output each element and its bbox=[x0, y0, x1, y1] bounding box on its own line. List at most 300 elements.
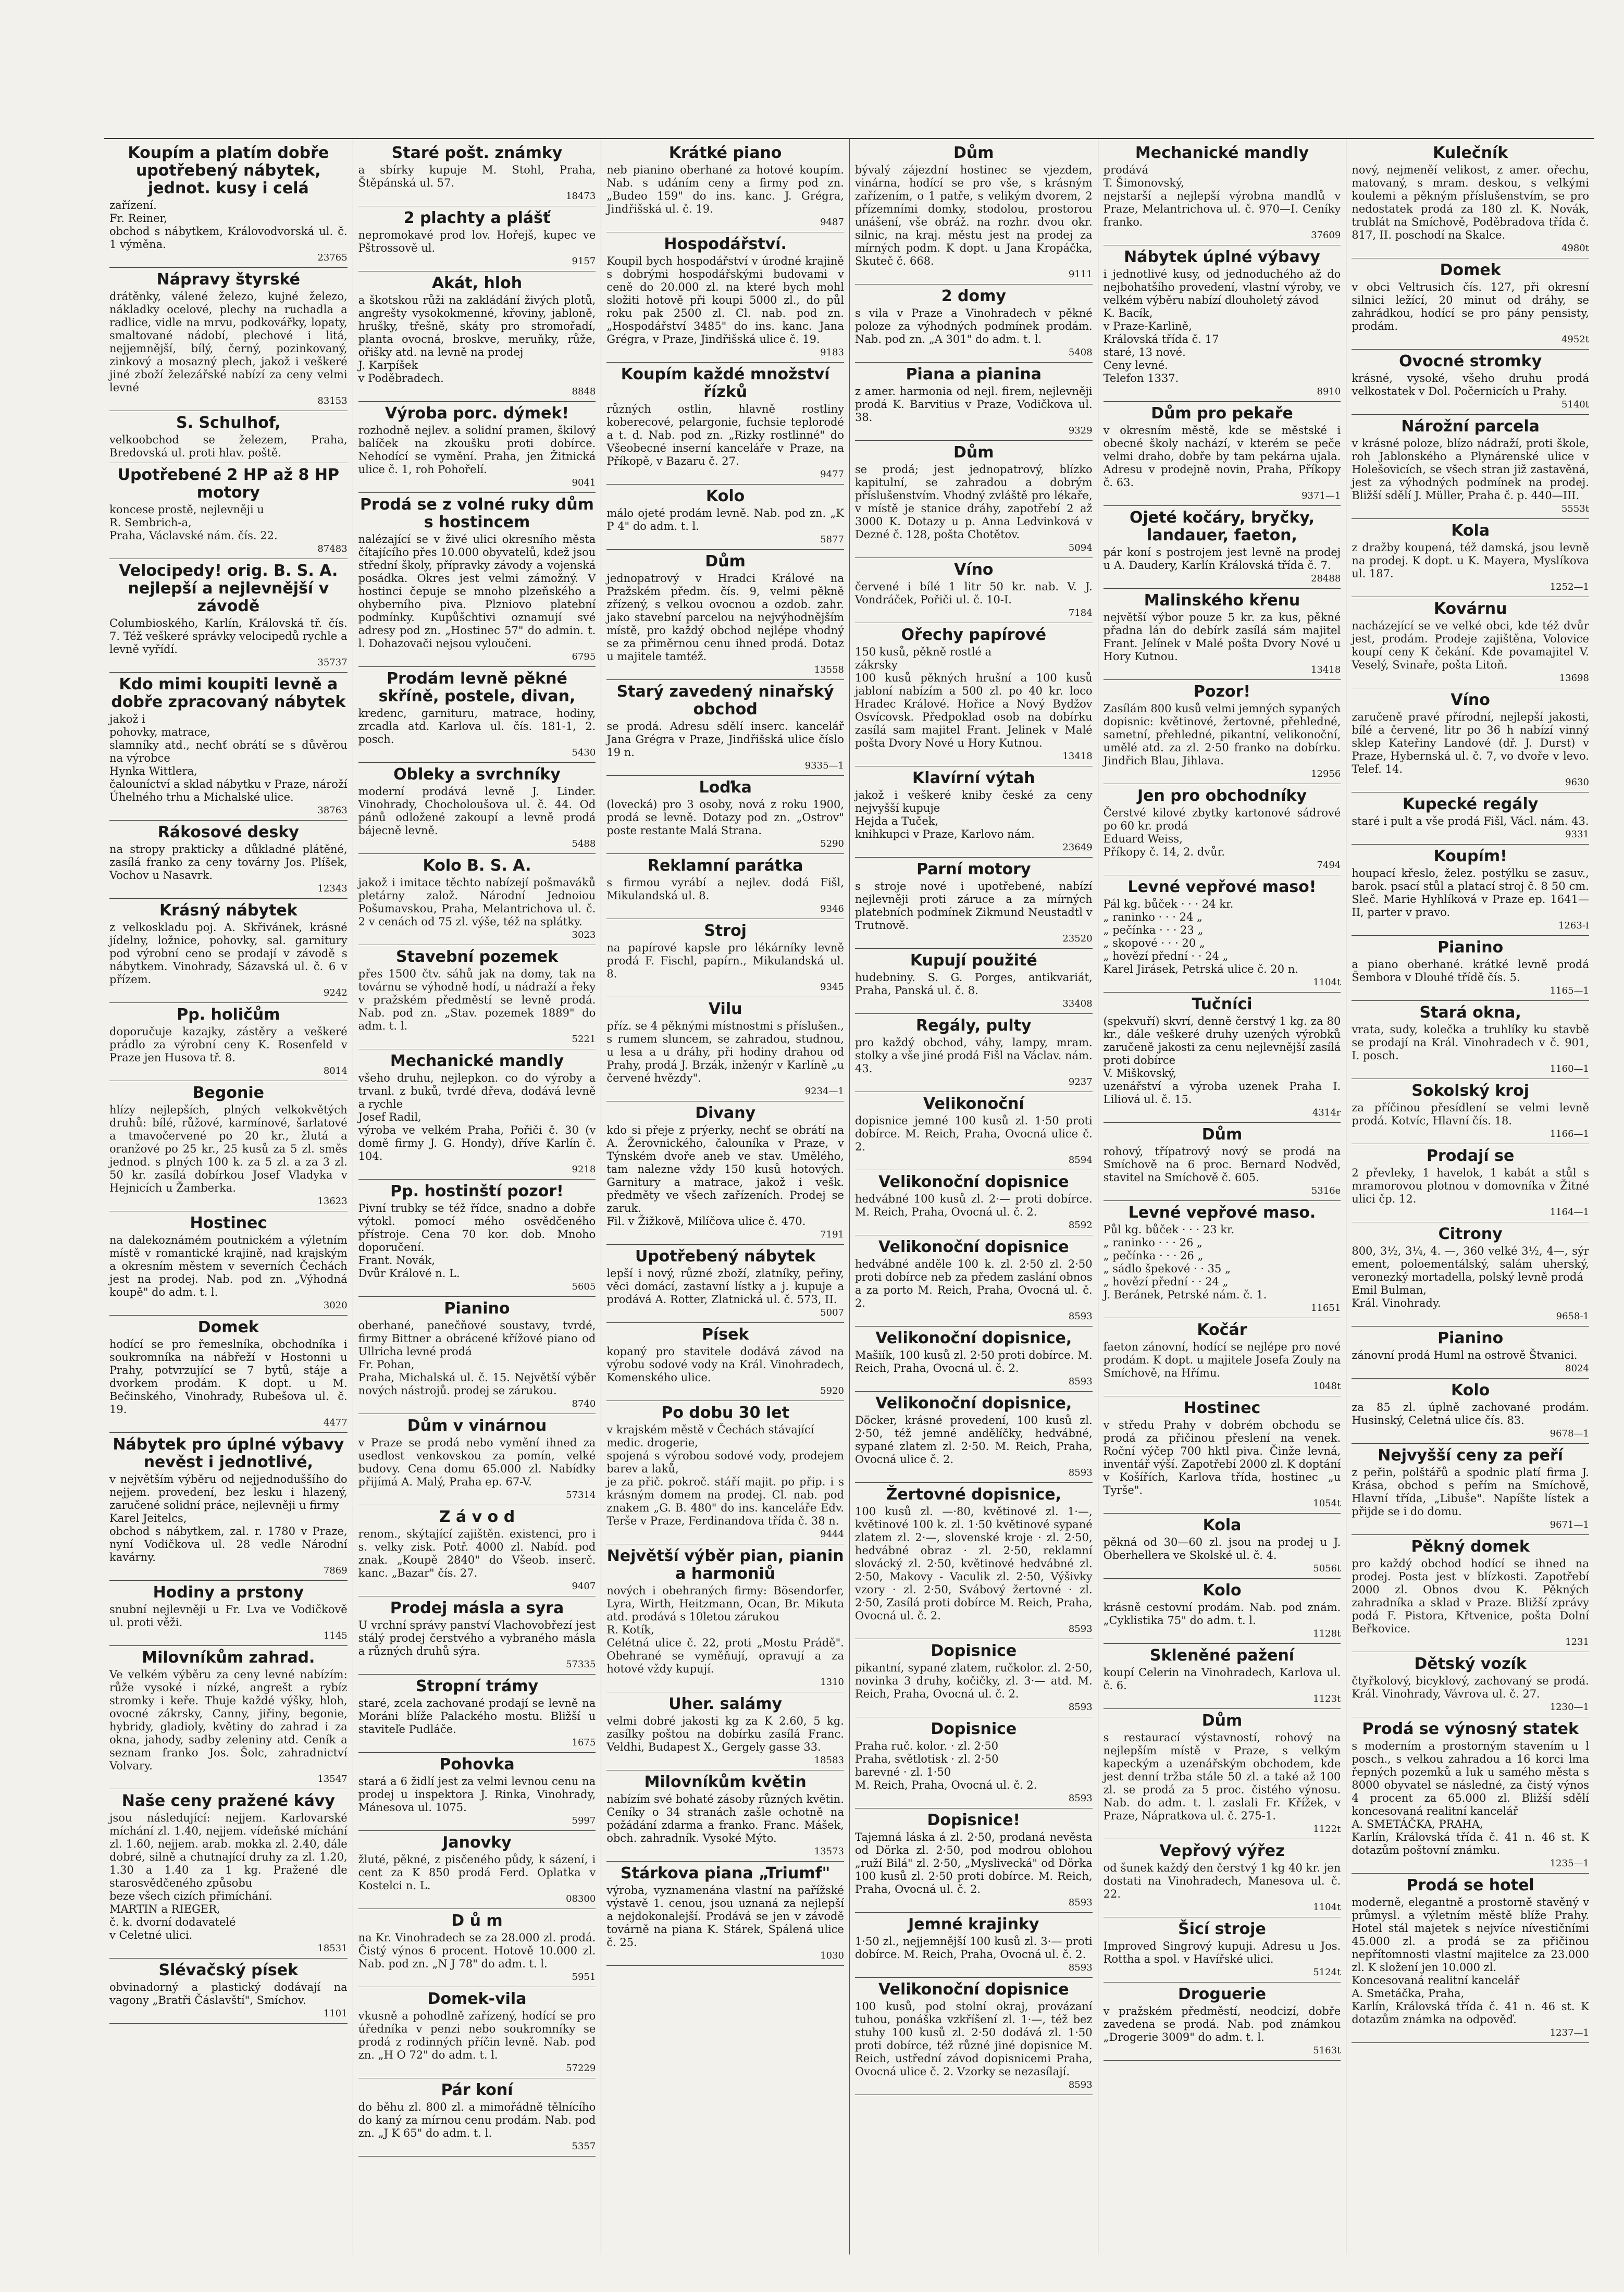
ad-headline: Kočár bbox=[1197, 1321, 1247, 1339]
ad-headline: Kupují použité bbox=[910, 951, 1037, 970]
ad-number: 1048t bbox=[1313, 1381, 1341, 1392]
ad-body: prodává T. Šimonovský, nejstarší a nejlepší výrobna mandlů v Praze, Melantrichova ul. č. 970—I. Ceníky franko. bbox=[1103, 164, 1341, 228]
classified-ad bbox=[1104, 402, 1341, 506]
classified-ad bbox=[606, 1692, 844, 1770]
ad-body: neb pianino oberhané za hotové koupím. Nab. s udáním ceny a firmy pod zn. „Budeo 159" do ins. kanc. J. Grégra, Jindřišská ul. č. 19. bbox=[606, 164, 844, 215]
ad-headline: Dům bbox=[1201, 1712, 1243, 1730]
classified-ad bbox=[1352, 1222, 1589, 1327]
ad-headline: Droguerie bbox=[1178, 1985, 1266, 2003]
classified-ad bbox=[109, 411, 348, 463]
ad-headline: Janovky bbox=[442, 1833, 512, 1852]
ad-headline: Uher. salámy bbox=[668, 1695, 783, 1713]
ad-headline: Nábytek úplné výbavy bbox=[1124, 248, 1320, 266]
ad-headline: Dopisnice! bbox=[927, 1811, 1021, 1829]
classified-ad bbox=[1104, 1709, 1341, 1839]
ad-headline: Divany bbox=[695, 1104, 756, 1122]
classified-ad bbox=[606, 1862, 844, 1966]
classified-ad bbox=[1352, 688, 1589, 792]
ad-number: 9237 bbox=[1068, 1076, 1093, 1087]
ad-body: 2 převleky, 1 havelok, 1 kabát a stůl s mramorovou plotnou v domovníka v Žitné ulici čp. 12. bbox=[1352, 1167, 1589, 1205]
ad-headline: Krátké piano bbox=[668, 144, 782, 162]
ad-headline: Staré pošt. známky bbox=[391, 144, 563, 162]
ad-headline: Nápravy štyrské bbox=[156, 270, 300, 289]
classified-ad bbox=[606, 776, 844, 854]
ad-number: 5140t bbox=[1561, 399, 1589, 410]
ad-number: 13418 bbox=[1311, 664, 1341, 675]
ad-headline: Dětský vozík bbox=[1414, 1655, 1527, 1673]
classified-ad bbox=[606, 485, 844, 550]
ad-number: 9335—1 bbox=[804, 760, 844, 771]
ad-headline: Citrony bbox=[1438, 1225, 1503, 1243]
ad-body: Döcker, krásné provedení, 100 kusů zl. 2·50, též jemné andělíčky, hedvábné, sypané zlatem zl. 2·50. M. Reich, Praha, Ovocná ulice č. 2. bbox=[854, 1414, 1093, 1466]
ad-headline: D ů m bbox=[451, 1912, 503, 1930]
ad-body: nalézající se v živé ulici okresního města čítajícího přes 10.000 obyvatelů, kdež jsou střední školy, přípravky závody a vojenská posádka. Okres jest velmi zámožný. V hostinci čepuje se mnoho plzeňského a ohyberního piva. Plzniovo platební podmínky. Kupůšchtivi oznamují své adresy pod zn. „Hostinec 57" do admin. t. l. Dohazovači nejsou vyloučeni. bbox=[358, 533, 596, 650]
ad-body: Columbioského, Karlín, Královská tř. čís. 7. Též veškeré správky velocipedů rychle a levně vyřídí. bbox=[109, 617, 348, 655]
ad-headline: Víno bbox=[1451, 691, 1490, 709]
ad-headline: Prodej másla a syra bbox=[390, 1599, 564, 1617]
ad-headline: Písek bbox=[701, 1325, 749, 1344]
ad-body: snubní nejlevněji u Fr. Lva ve Vodičkově ul. proti věži. bbox=[109, 1603, 348, 1629]
classified-ad bbox=[1104, 1917, 1341, 1983]
classified-ad bbox=[358, 1049, 596, 1180]
classified-ad bbox=[109, 559, 348, 673]
ad-headline: Milovníkům květin bbox=[644, 1773, 807, 1791]
ad-number: 08300 bbox=[566, 1893, 596, 1904]
ad-number: 18583 bbox=[814, 1755, 844, 1766]
ad-headline: Pp. hostinští pozor! bbox=[390, 1182, 564, 1200]
classified-ad bbox=[358, 1180, 596, 1297]
classified-ad bbox=[1352, 1717, 1589, 1874]
classified-ad bbox=[1352, 1144, 1589, 1222]
ad-number: 1237—1 bbox=[1549, 2027, 1589, 2038]
ad-column bbox=[1098, 139, 1346, 2254]
classified-ad bbox=[855, 1639, 1093, 1717]
classified-ad bbox=[109, 141, 348, 268]
ad-headline: Vilu bbox=[708, 1000, 742, 1018]
classified-ad bbox=[109, 1646, 348, 1789]
classified-ad bbox=[109, 1959, 348, 2024]
ad-headline: Výroba porc. dýmek! bbox=[385, 404, 569, 423]
ad-headline: Obleky a svrchníky bbox=[393, 765, 561, 784]
classified-ad bbox=[1104, 1318, 1341, 1396]
ad-headline: Koupím každé množství řízků bbox=[621, 365, 830, 401]
ad-headline: Mechanické mandly bbox=[1135, 144, 1309, 162]
ad-headline: Koupím a platím dobře upotřebený nábytek, jednot. kusy i celá bbox=[128, 144, 329, 197]
classified-ad bbox=[358, 854, 596, 945]
ad-body: Tajemná láska á zl. 2·50, prodaná nevěsta od Dörka zl. 2·50, pod modrou oblohou „ruží Bilá" zl. 2·50, „Myslivecká" od Dörka 100 kusů zl. 2·50 proti dobírce. M. Reich, Praha, Ovocná ul. č. 2. bbox=[854, 1831, 1093, 1895]
classified-ad bbox=[855, 1170, 1093, 1235]
ad-body: jakož i imitace těchto nabízejí pošmaváků pletárny založ. Národní Jednoiou Pošumavskou, Praha, Melantrichova ul. č. 2 v cenách od 75 zl. výše, též na splátky. bbox=[358, 876, 596, 928]
classified-ad bbox=[358, 945, 596, 1049]
classified-ad bbox=[855, 1235, 1093, 1327]
ad-body: (spekvuří) skvrí, denně čerstvý 1 kg. za 80 kr., dále veškeré druhy uzených výrobků zaručeně jakosti za cenu nejlevnější zasílá proti dobírce V. Miškovský, uzenářství a výroba uzenek Praha I. Liliová ul. č. 15. bbox=[1103, 1015, 1341, 1106]
ad-body: v krajském městě v Čechách stávající medic. drogerie, spojená s výrobou sodové vody, prodejem barev a laků, je za přič. pokroč. stáří majit. po přip. i s krásným domem na prodej. Cl. nab. pod znakem „G. B. 480" do ins. kanceláře Edv. Terše v Praze, Ferdinandova třída č. 38 n. bbox=[606, 1423, 844, 1527]
classified-ad bbox=[358, 1987, 596, 2078]
ad-body: pikantní, sypané zlatem, ručkolor. zl. 2·50, novinka 3 druhy, kočičky, zl. 3·— atd. M. Reich, Praha, Ovocná ul. č. 2. bbox=[854, 1662, 1093, 1700]
ad-headline: Ojeté kočáry, bryčky, landauer, faeton, bbox=[1129, 509, 1315, 544]
ad-body: z amer. harmonia od nejl. firem, nejlevněji prodá K. Barvitius v Praze, Vodičkova ul. 38. bbox=[854, 385, 1093, 424]
classified-ad bbox=[358, 1909, 596, 1987]
ad-number: 5094 bbox=[1068, 542, 1093, 553]
ad-column bbox=[1346, 139, 1594, 2254]
ad-body: v krásné poloze, blízo nádraží, proti škole, roh Jablonského a Plynárenské ulice v Holešovicích, se všech stran již zastavěná, jest za výhodných podmínek na prodej. Bližší sdělí J. Müller, Praha č. p. 440—III. bbox=[1352, 437, 1589, 502]
classified-ad bbox=[1352, 1874, 1589, 2043]
ad-headline: Kolo bbox=[706, 487, 745, 505]
ad-headline: Kola bbox=[1451, 522, 1490, 540]
ad-number: 4477 bbox=[323, 1417, 348, 1428]
ad-number: 37609 bbox=[1311, 230, 1341, 241]
newspaper-ad-page bbox=[104, 138, 1594, 2254]
classified-ad bbox=[606, 1770, 844, 1862]
ad-number: 5316e bbox=[1311, 1185, 1341, 1196]
ad-number: 87483 bbox=[317, 543, 348, 554]
classified-ad bbox=[1352, 1379, 1589, 1444]
ad-number: 4314r bbox=[1312, 1107, 1341, 1118]
ad-number: 1030 bbox=[820, 1950, 844, 1961]
ad-body: rohový, třípatrový nový se prodá na Smíchově na 6 proc. Bernard Nodvěd, stavitel na Smíchově č. 605. bbox=[1103, 1145, 1341, 1184]
ad-headline: 2 plachty a plášť bbox=[403, 209, 551, 227]
ad-headline: Nejvyšší ceny za peří bbox=[1378, 1446, 1564, 1465]
ad-number: 4952t bbox=[1561, 334, 1589, 345]
classified-ad bbox=[1352, 1652, 1589, 1717]
classified-ad bbox=[606, 854, 844, 919]
ad-headline: Kdo mimi koupiti levně a dobře zpracovaný nábytek bbox=[111, 675, 346, 711]
ad-headline: Velikonoční dopisnice, bbox=[875, 1394, 1072, 1413]
ad-body: Improved Singrový kupuji. Adresu u Jos. Rottha a spol. v Havířské ulici. bbox=[1103, 1940, 1341, 1965]
ad-body: obvinadorný a plastický dodávají na vagony „Bratři Čáslavští", Smíchov. bbox=[109, 1981, 348, 2006]
ad-number: 13558 bbox=[814, 664, 844, 675]
classified-ad bbox=[855, 1717, 1093, 1808]
ad-number: 12343 bbox=[317, 883, 348, 894]
ad-headline: Skleněné pažení bbox=[1149, 1646, 1295, 1665]
ad-number: 8594 bbox=[1068, 1155, 1093, 1166]
ad-number: 9218 bbox=[572, 1164, 596, 1175]
classified-ad bbox=[358, 271, 596, 402]
ad-body: Pál kg. bůček · · · 24 kr. „ raninko · · · 24 „ „ pečínka · · · 23 „ „ skopové · · · 20 „ „ hovězí přední · · 24 „ Karel Jirásek, Petrská ulice č. 20 n. bbox=[1103, 898, 1299, 975]
classified-ad bbox=[1352, 350, 1589, 415]
ad-body: nepromokavé prod lov. Hořejš, kupec ve Pštrossově ul. bbox=[358, 229, 596, 254]
ad-headline: Pianino bbox=[1437, 1329, 1504, 1347]
ad-headline: Jemné krajinky bbox=[908, 1915, 1039, 1934]
ad-body: vkusně a pohodlně zařízený, hodící se pro úředníka v penzi nebo soukromníky se prodá z rodinných příčin levně. Nab. pod zn. „H O 72" do adm. t. l. bbox=[358, 2010, 596, 2061]
ad-number: 1165—1 bbox=[1549, 985, 1589, 996]
classified-ad bbox=[855, 1483, 1093, 1639]
classified-ad bbox=[855, 766, 1093, 858]
ad-body: a škotskou růži na zakládání živých plotů, angrešty vysokokmenné, křoviny, jabloně, hrušky, třešně, skáty pro stromořadí, planta ovocná, broskve, meruňky, růže, ořišky atd. na levně na prodej J. Karpíšek v Poděbradech. bbox=[358, 294, 596, 385]
ad-number: 6795 bbox=[572, 651, 596, 662]
ad-body: nabízím své bohaté zásoby různých květin. Ceníky o 34 stranách zašle ochotně na požádání zdarma a franko. Franc. Mášek, obch. zahradník. Vysoké Mýto. bbox=[606, 1793, 844, 1844]
classified-ad bbox=[606, 1245, 844, 1323]
ad-number: 5163t bbox=[1313, 2045, 1341, 2056]
classified-ad bbox=[855, 1808, 1093, 1913]
ad-number: 1235—1 bbox=[1549, 1858, 1589, 1869]
ad-number: 9183 bbox=[820, 347, 844, 358]
ad-body: velkoobchod se železem, Praha, Bredovská ul. proti hlav. poště. bbox=[109, 433, 348, 459]
ad-body: Čerstvé kilové zbytky kartonové sádrové po 60 kr. prodá Eduard Weiss, Příkopy č. 14, 2. dvůr. bbox=[1103, 807, 1341, 858]
classified-ad bbox=[358, 763, 596, 854]
ad-headline: Naše ceny pražené kávy bbox=[121, 1792, 335, 1810]
ad-number: 8593 bbox=[1068, 2079, 1093, 2090]
ad-headline: Šicí stroje bbox=[1178, 1920, 1266, 1938]
ad-headline: Rákosové desky bbox=[157, 823, 299, 841]
ad-number: 9331 bbox=[1565, 829, 1589, 840]
ad-number: 7869 bbox=[323, 1565, 348, 1576]
ad-headline: Upotřebené 2 HP až 8 HP motory bbox=[117, 466, 339, 502]
ad-body: pěkná od 30—60 zl. jsou na prodej u J. Oberhellera ve Skolské ul. č. 4. bbox=[1103, 1536, 1341, 1562]
classified-ad bbox=[606, 997, 844, 1101]
classified-ad bbox=[606, 919, 844, 997]
classified-ad bbox=[606, 363, 844, 485]
ad-number: 1054t bbox=[1313, 1498, 1341, 1509]
ad-number: 5605 bbox=[572, 1281, 596, 1292]
ad-number: 9671—1 bbox=[1549, 1519, 1589, 1530]
ad-headline: Prodá se z volné ruky dům s hostincem bbox=[360, 495, 594, 531]
ad-body: renom., skýtající zajištěn. existenci, pro i s. velky zisk. Potř. 4000 zl. Nabíd. pod znak. „Koupě 2840" do Všeob. inserč. kanc. „Bazar" čís. 27. bbox=[358, 1528, 596, 1579]
ad-headline: Z á v o d bbox=[439, 1508, 515, 1526]
ad-body: hlízy nejlepších, plných velkokvětých druhů: bílé, růžové, karmínové, šarlatové a tmavočervené po 20 kr., žlutá a oranžové po 25 kr., 25 kusů za 5 zl. směs jednod. s plných 100 k. za 5 zl. a za 3 zl. 50 kr. zasílá dobírkou Josef Vladyka v Hejnicích u Žamberka. bbox=[109, 1104, 348, 1194]
classified-ad bbox=[1104, 1201, 1341, 1318]
ad-headline: Regály, pulty bbox=[916, 1017, 1032, 1035]
classified-ad bbox=[1104, 589, 1341, 680]
ad-number: 57335 bbox=[566, 1659, 596, 1670]
classified-ad bbox=[1104, 1983, 1341, 2061]
ad-body: lepší i nový, různé zboží, zlatníky, peřiny, věci domácí, zastavní lístky a j. kupuje a prodává A. Rotter, Zlatnická ul. č. 573, II. bbox=[606, 1267, 844, 1306]
ad-headline: Akát, hloh bbox=[431, 274, 523, 292]
ad-headline: 2 domy bbox=[941, 287, 1006, 305]
ad-body: staré, zcela zachované prodají se levně na Moráni blíže Palackého mostu. Bližší u staviteľe Pudláče. bbox=[358, 1697, 596, 1736]
ad-body: s restaurací výstavností, rohový na nejlepším místě v Praze, s velkým kapeckým a uzenářským obchodem, kde jest denní tržba stále 50 zl. a také až 100 zl. se prodá za 5 proc. čistého výnosu. Nab. do adm. t. l. zaslali Fr. Křížek, v Praze, Nápratkova ul. č. 275-1. bbox=[1103, 1731, 1341, 1822]
ad-number: 13418 bbox=[1062, 751, 1093, 762]
ad-number: 11651 bbox=[1311, 1303, 1341, 1314]
ad-body: jednopatrový v Hradci Králové na Pražském předm. čís. 9, velmi pěkně zřízený, s velkou ovocnou a ozdob. zahr. jako stavební parcelou na nejvýhodnějším místě, pro každý obchod nejlépe vhodný se za přiměrnou cenu ihned prodá. Dotaz u majitele tamtéž. bbox=[606, 572, 844, 663]
ad-headline: Levné vepřové maso! bbox=[1127, 878, 1317, 896]
classified-ad bbox=[358, 206, 596, 271]
ad-number: 28488 bbox=[1311, 573, 1341, 584]
ad-body: v okresním městě, kde se městské i obecné školy nachází, v kterém se peče velmi draho, dobře by tam pekárna ujala. Adresu v prodejně novin, Praha, Příkopy č. 63. bbox=[1103, 424, 1341, 489]
ad-body: Ve velkém výběru za ceny levné nabízím: růže vysoké i nízké, angrešt a rybíz stromky i keře. Thuje každé výšky, hloh, ovocné zákrsky, Canny, jiřiny, begonie, hybridy, gladioly, květiny do zahrad i za okna, jahody, sadby zeleniny atd. Ceník a seznam franko Jos. Šolc, zahradnictví Volvary. bbox=[109, 1668, 348, 1772]
classified-ad bbox=[855, 1913, 1093, 1978]
ad-body: čtyřkolový, bicyklový, zachovaný se prodá. Král. Vinohrady, Vávrova ul. č. 27. bbox=[1352, 1675, 1589, 1700]
classified-ad bbox=[606, 680, 844, 776]
ad-body: koncese prostě, nejlevněji u R. Sembrich-a, Praha, Václavské nám. čís. 22. bbox=[109, 503, 278, 542]
ad-body: na Kr. Vinohradech se za 28.000 zl. prodá. Čistý výnos 6 procent. Hotově 10.000 zl. Nab. pod zn. „N J 78" do adm. t. l. bbox=[358, 1931, 596, 1970]
ad-headline: Kovárnu bbox=[1433, 600, 1507, 618]
ad-number: 3023 bbox=[572, 930, 596, 940]
ad-body: v největším výběru od nejjednoduššího do nejjem. provedení, bez lesku i hlazený, zaručené solidní práce, nejlevněji u firmy Karel Jeitelcs, obchod s nábytkem, zal. r. 1780 v Praze, nyní Vodičkova ul. 28 vedle Národní kavárny. bbox=[109, 1473, 348, 1564]
ad-number: 9329 bbox=[1068, 425, 1093, 436]
ad-body: rozhodně nejlev. a solidní pramen, škilový balíček na zkoušku proti dobírce. Nehodící se vymění. Praha, jen Žitnická ulice č. 1, roh Pohořelí. bbox=[358, 424, 596, 476]
ad-number: 13623 bbox=[317, 1196, 348, 1207]
ad-headline: Velikonoční bbox=[923, 1095, 1024, 1113]
ad-body: jakož i pohovky, matrace, slamníky atd., nechť obrátí se s důvěrou na výrobce Hynka Wittlera, čalouníctví a sklad nábytku v Praze, nároží Úhelného trhu a Michalské ulice. bbox=[109, 713, 348, 803]
ad-headline: Dopisnice bbox=[931, 1720, 1017, 1738]
classified-ad bbox=[358, 1596, 596, 1675]
ad-headline: Stárkova piana „Triumf" bbox=[621, 1864, 830, 1882]
ad-number: 9346 bbox=[820, 903, 844, 914]
ad-headline: Velikonoční dopisnice, bbox=[875, 1329, 1072, 1347]
ad-number: 5124t bbox=[1313, 1967, 1341, 1978]
classified-ad bbox=[358, 667, 596, 763]
ad-number: 4980t bbox=[1561, 243, 1589, 254]
ad-body: krásně cestovní prodám. Nab. pod znám. „Cyklistika 75" do adm. t. l. bbox=[1103, 1601, 1341, 1627]
ad-body: v pražském předměstí, neodcizí, dobře zavedena se prodá. Nab. pod známkou „Drogerie 3009" do adm. t. l. bbox=[1103, 2005, 1341, 2043]
classified-ad bbox=[606, 232, 844, 363]
ad-headline: Domek bbox=[1440, 261, 1501, 279]
ad-column bbox=[601, 139, 849, 2254]
classified-ad bbox=[109, 821, 348, 899]
classified-ad bbox=[855, 1392, 1093, 1483]
ad-body: bývalý zájezdní hostinec se vjezdem, vinárna, hodící se pro vše, s krásným zařízením, o 1 patře, s velikým dvorem, 2 přízemními domky, stodolou, prostorou unášení, vše obráž. na rozhr. dvou okr. silnic, na kraj. městu jest na prodej za mírných podm. K dopt. u Jana Kropáčka, Skuteč č. 668. bbox=[854, 164, 1093, 267]
ad-headline: Levné vepřové maso. bbox=[1128, 1204, 1316, 1222]
ad-headline: Prodají se bbox=[1426, 1147, 1515, 1165]
ad-body: na stropy prakticky a důkladné plátěné, zasílá franko za ceny továrny Jos. Plíšek, Vochov u Nasavrk. bbox=[109, 843, 348, 882]
classified-ad bbox=[1104, 680, 1341, 784]
ad-body: v obci Veltrusich čís. 127, při okresní silnici ležící, 20 minut od dráhy, se zahrádkou, hodící se pro pány pensisty, prodám. bbox=[1352, 281, 1589, 332]
ad-body: hedvábné anděle 100 k. zl. 2·50 zl. 2·50 proti dobírce neb za předem zaslání obnos a za porto M. Reich, Praha, Ovocná ul. č. 2. bbox=[854, 1258, 1093, 1309]
ad-body: krásné, vysoké, všeho druhu prodá velkostatek v Dol. Počernicích u Prahy. bbox=[1352, 372, 1589, 398]
classified-ad bbox=[855, 1978, 1093, 2095]
ad-headline: Ovocné stromky bbox=[1399, 352, 1542, 370]
ad-body: faeton zánovní, hodící se nejlépe pro nové prodám. K dopt. u majitele Josefa Zouly na Smíchově, na Hřímu. bbox=[1103, 1341, 1341, 1379]
ad-body: 100 kusů zl. —·80, květinové zl. 1·—, květinové 100 k. zl. 1·50 květinové sypané zlatem zl. 2·—, slovenské kroje · zl. 2·50, hedvábné obraz · zl. 2·50, reklamní slovácký zl. 2·50, květinové hedvábné zl. 2·50, Makovy - Vaculik zl. 2·50, Výšivky vzory · zl. 2·50, Svábový žertovné · zl. 2·50, Zasílá proti dobírce M. Reich, Praha, Ovocná ul. č. 2. bbox=[854, 1505, 1093, 1622]
ad-number: 8024 bbox=[1565, 1363, 1589, 1374]
ad-number: 8593 bbox=[1068, 1311, 1093, 1322]
ad-column bbox=[849, 139, 1098, 2254]
classified-ad bbox=[109, 1081, 348, 1211]
ad-body: do běhu zl. 800 zl. a mimořádně tělnícího do kaný za mírnou cenu prodám. Nab. pod zn. „J K 65" do adm. t. l. bbox=[358, 2101, 596, 2139]
ad-headline: Loďka bbox=[699, 778, 752, 797]
classified-ad bbox=[1352, 141, 1589, 258]
ad-number: 8848 bbox=[572, 386, 596, 397]
classified-ad bbox=[358, 402, 596, 493]
ad-number: 9242 bbox=[323, 987, 348, 998]
ad-headline: Dům bbox=[1201, 1125, 1243, 1144]
ad-body: zánovní prodá Huml na ostrově Štvanici. bbox=[1352, 1349, 1578, 1361]
ad-headline: Pozor! bbox=[1193, 683, 1251, 701]
ad-number: 1104t bbox=[1313, 977, 1341, 988]
ad-number: 9157 bbox=[572, 256, 596, 267]
ad-headline: Největší výběr pian, pianin a harmoniů bbox=[606, 1547, 844, 1583]
classified-ad bbox=[358, 1831, 596, 1909]
ad-headline: Pohovka bbox=[439, 1755, 515, 1774]
ad-number: 35737 bbox=[317, 657, 348, 668]
ad-body: U vrchní správy panství Vlachovobřezí jest stálý prodej čerstvého a vybraného másla a různých druhů sýra. bbox=[358, 1619, 596, 1657]
ad-body: z velkoskladu poj. A. Skřivánek, krásné jídelny, ložnice, pohovky, sal. garnitury pod výrobní ceno se prodají v závodě s nábytkem. Vinohrady, Sázavská ul. č. 6 v přízem. bbox=[109, 921, 348, 986]
ad-number: 5290 bbox=[820, 838, 844, 849]
ad-headline: Malinského křenu bbox=[1144, 591, 1300, 610]
ad-number: 5430 bbox=[572, 747, 596, 758]
ad-body: zařízení. Fr. Reiner, obchod s nábytkem, Královodvorská ul. č. 1 výměna. bbox=[109, 199, 348, 251]
classified-ad bbox=[109, 899, 348, 1003]
ad-body: s stroje nové i upotřebené, nabízí nejlevněji proti záruce a za mírných platebních podmínek Zikmund Neustadtl v Trutnově. bbox=[854, 880, 1093, 932]
ad-body: se prodá; jest jednopatrový, blízko kapitulní, se zahradou a dobrým příslušenstvím. Vhodný zvláště pro lékaře, v místě je stanice dráhy, zapotřebí 2 až 3000 K. Dotazy u p. Anna Ledvinková v Dezné č. 128, pošta Chotětov. bbox=[854, 463, 1093, 541]
ad-number: 9345 bbox=[820, 982, 844, 993]
ad-number: 1263-I bbox=[1558, 920, 1589, 931]
ad-number: 5951 bbox=[572, 1972, 596, 1983]
ad-body: doporučuje kazajky, zástěry a veškeré prádlo za výrobní ceny K. Rosenfeld v Praze jen Husova tř. 8. bbox=[109, 1025, 348, 1064]
ad-number: 7184 bbox=[1068, 608, 1093, 618]
ad-body: Koupil bych hospodářství v úrodné krajině s dobrými hospodářskými budovami v ceně do 20.000 zl. na které bych mohl složiti hotově při koupi 5000 zl., do půl roku pak 2500 zl. Cl. nab. pod zn. „Hospodářství 3485" do ins. kanc. Jana Grégra, v Praze, Jindřišská ulice č. 19. bbox=[606, 255, 844, 345]
ad-number: 9444 bbox=[820, 1529, 844, 1540]
classified-ad bbox=[358, 1297, 596, 1414]
ad-headline: Domek bbox=[197, 1318, 259, 1336]
ad-number: 1101 bbox=[323, 2008, 348, 2019]
ad-number: 23765 bbox=[317, 252, 348, 263]
classified-ad bbox=[109, 1211, 348, 1316]
ad-body: Praha ruč. kolor. · zl. 2·50 Praha, světlotisk · zl. 2·50 barevné · zl. 1·50 M. Reich, Praha, Ovocná ul. č. 2. bbox=[854, 1740, 1037, 1791]
ad-headline: Hospodářství. bbox=[664, 235, 787, 253]
ad-headline: Begonie bbox=[192, 1084, 264, 1102]
ad-number: 57314 bbox=[566, 1490, 596, 1501]
ad-number: 13573 bbox=[814, 1846, 844, 1857]
ad-body: Mašiík, 100 kusů zl. 2·50 proti dobírce. M. Reich, Praha, Ovocná ul. č. 2. bbox=[854, 1349, 1093, 1374]
ad-body: nových i obehraných firmy: Bösendorfer, Lyra, Wirth, Heitzmann, Ocan, Br. Mikuta atd. prodává s 10letou zárukou R. Kotík, Celétná ulice č. 22, proti „Mostu Prádě". Obehrané se vyměňují, opravují a za hotové vždy kupují. bbox=[606, 1584, 844, 1675]
classified-ad bbox=[1104, 141, 1341, 245]
ad-body: 150 kusů, pěkně rostlé a zákrsky 100 kusů pěkných hrušní a 100 kusů jabloní nabízím a 500 zl. po 40 kr. loco Hradec Králové. Hořice a Nový Bydžov Osvícovsk. Předpoklad osob na dobírku zasílá sam majitel Frant. Jelinek v Malé pošta Dvory Nové u Hory Kutnou. bbox=[854, 646, 1093, 749]
ad-headline: Velocipedy! orig. B. S. A. nejlepší a nejlevnější v závodě bbox=[119, 562, 338, 615]
ad-body: moderní prodává levně J. Linder. Vinohrady, Chocholoušova ul. č. 44. Od pánů odložené zakoupí a levně prodá bájecně levně. bbox=[358, 785, 596, 837]
classified-ad bbox=[1352, 1079, 1589, 1144]
ad-headline: Stroj bbox=[704, 922, 747, 940]
ad-body: pár koní s postrojem jest levně na prodej u A. Daudery, Karlín Královská třída č. 7. bbox=[1103, 546, 1341, 572]
ad-body: kopaný pro stavitele dodává závod na výrobu sodové vody na Král. Vinohradech, Komenského ulice. bbox=[606, 1345, 844, 1384]
ad-headline: Krásný nábytek bbox=[159, 901, 297, 920]
ad-number: 1166—1 bbox=[1549, 1129, 1589, 1139]
classified-ad bbox=[606, 1544, 844, 1692]
classified-ad bbox=[109, 1433, 348, 1581]
ad-body: a piano oberhané. krátké levně prodá Šembora v Dlouhé třídě čís. 5. bbox=[1352, 958, 1589, 984]
classified-ad bbox=[109, 1789, 348, 1959]
ad-number: 5007 bbox=[820, 1307, 844, 1318]
classified-ad bbox=[606, 1323, 844, 1401]
ad-body: nový, nejmeněí velikost, z amer. ořechu, matovaný, s mram. deskou, s velkými koulemi a pěkným příslušenstvím, se pro nedostatek prodá za 180 zl. K. Novák, trublát na Smíchově, Poděbradova třída č. 817, II. poschodí na Skalce. bbox=[1352, 164, 1589, 241]
ad-headline: Dům v vinárnou bbox=[407, 1417, 547, 1435]
ad-number: 1231 bbox=[1565, 1637, 1589, 1647]
ad-number: 9234—1 bbox=[804, 1086, 844, 1097]
ad-body: žluté, pěkné, z pisčeného půdy, k sázení, i cent za K 850 prodá Ferd. Oplatka v Kostelci n. L. bbox=[358, 1853, 596, 1892]
classified-ad bbox=[358, 2078, 596, 2157]
ad-headline: Slévačský písek bbox=[158, 1961, 299, 1979]
classified-ad bbox=[358, 1414, 596, 1505]
classified-ad bbox=[1352, 1001, 1589, 1079]
classified-ad bbox=[855, 141, 1093, 284]
ad-body: málo ojeté prodám levně. Nab. pod zn. „K P 4" do adm. t. l. bbox=[606, 507, 844, 532]
ad-body: v středu Prahy v dobrém obchodu se prodá za přičinou přeslení na venek. Roční výčep 700 hktl piva. Činže levná, inventář výší. Zapotřebí 2000 zl. K doptání v Košířích, Karlova třída, hostinec „u Tyrše". bbox=[1103, 1419, 1341, 1496]
ad-number: 23520 bbox=[1062, 933, 1093, 944]
ad-number: 5553t bbox=[1561, 503, 1589, 514]
ad-headline: Parní motory bbox=[916, 860, 1031, 878]
classified-ad bbox=[1352, 792, 1589, 845]
ad-body: na dalekoznámém poutnickém a výletním místě v romantické krajině, nad krajským a okresním městem v severních Čechách jest na prodej. Nab. pod zn. „Výhodná koupě" do adm. t. l. bbox=[109, 1234, 348, 1298]
ad-body: s vila v Praze a Vinohradech v pěkné poloze za výhodných podmínek prodám. Nab. pod zn. „A 301" do adm. t. l. bbox=[854, 307, 1093, 345]
ad-headline: Prodá se výnosný statek bbox=[1362, 1720, 1579, 1738]
classified-ad bbox=[358, 1505, 596, 1596]
ad-number: 9371—1 bbox=[1301, 490, 1341, 501]
classified-ad bbox=[358, 1675, 596, 1753]
classified-ad bbox=[1104, 993, 1341, 1123]
ad-column bbox=[104, 139, 353, 2254]
ad-body: pro každý obchod hodící se ihned na prodej. Posta jest v blízkosti. Zapotřebí 2000 zl. Obnos dvou K. Pěkných zahradníka a sklad v Praze. Bližší zprávy podá F. Pistora, Křtvenice, pošta Dolní Beřkovice. bbox=[1352, 1557, 1589, 1635]
ad-body: a sbírky kupuje M. Stohl, Praha, Štěpánská ul. 57. bbox=[358, 164, 596, 189]
ad-body: velmi dobré jakosti kg za K 2.60, 5 kg. zasílky poštou na dobírku zasílá Franc. Veldhi, Budapest X., Gergely gasse 33. bbox=[606, 1715, 844, 1753]
ad-number: 1122t bbox=[1313, 1824, 1341, 1835]
ad-number: 1123t bbox=[1313, 1693, 1341, 1704]
ad-body: jakož i veškeré kniby české za ceny nejvyšší kupuje Hejda a Tuček, knihkupci v Praze, Karlovo nám. bbox=[854, 789, 1093, 840]
ad-headline: Dům pro pekaře bbox=[1151, 404, 1293, 423]
ad-body: s moderním a prostorným stavením u l posch., s velkou zahradou a 16 korci lma řepných pozemků a luk u samého města s 8000 obyvatel se následné, za čistý výnos 4 procent za 65.000 zl. Bližší sdělí koncesovaná realitní kancelář A. SMETÁČKA, PRAHA, Karlín, Královská třída č. 41 n. 46 st. K dotazům poštovní známku. bbox=[1352, 1740, 1589, 1856]
ad-number: 1252—1 bbox=[1549, 581, 1589, 592]
ad-body: (lovecká) pro 3 osoby, nová z roku 1900, prodá se levně. Dotazy pod zn. „Ostrov" poste restante Malá Strana. bbox=[606, 798, 844, 837]
